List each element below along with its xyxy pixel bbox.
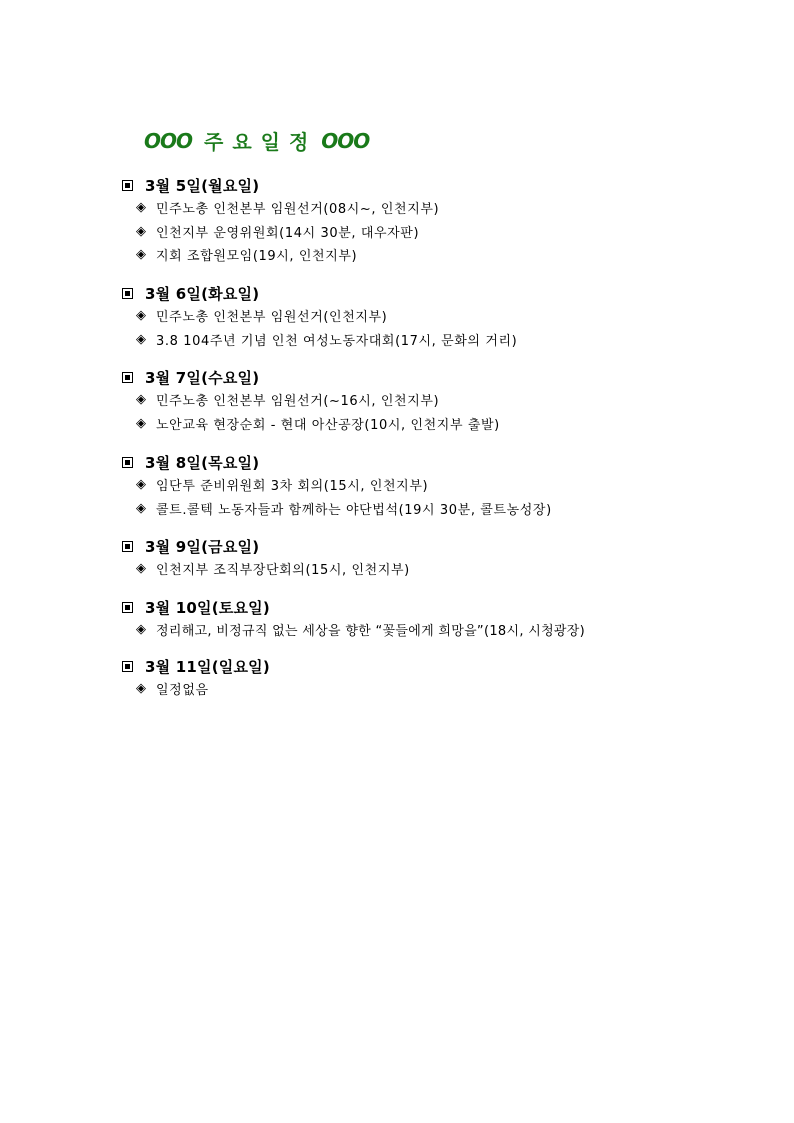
day-header bbox=[120, 451, 740, 473]
list-item bbox=[120, 388, 740, 412]
day-label: 3월 11일(일요일) bbox=[145, 657, 270, 676]
day-section bbox=[120, 596, 740, 642]
item-text: 노안교육 현장순회 - 현대 아산공장(10시, 인천지부 출발) bbox=[156, 417, 500, 433]
diamond-bullet-icon: ◈ bbox=[136, 622, 146, 638]
diamond-bullet-icon: ◈ bbox=[136, 500, 146, 516]
square-box-icon bbox=[122, 372, 133, 383]
day-section bbox=[120, 535, 740, 581]
list-item bbox=[120, 497, 740, 521]
list-item bbox=[120, 196, 740, 220]
list-item bbox=[120, 304, 740, 328]
list-item bbox=[120, 328, 740, 352]
square-box-icon bbox=[122, 661, 133, 672]
diamond-bullet-icon: ◈ bbox=[136, 477, 146, 493]
title-right-mark: OOO bbox=[321, 128, 370, 153]
diamond-bullet-icon: ◈ bbox=[136, 561, 146, 577]
day-header bbox=[120, 282, 740, 304]
item-text: 일정없음 bbox=[156, 683, 209, 699]
page-title bbox=[144, 126, 369, 155]
item-text: 인천지부 운영위원회(14시 30분, 대우자판) bbox=[156, 225, 420, 241]
item-text: 민주노총 인천본부 임원선거(~16시, 인천지부) bbox=[156, 394, 440, 410]
day-label: 3월 7일(수요일) bbox=[145, 368, 260, 387]
day-header bbox=[120, 174, 740, 196]
item-text: 콜트.콜텍 노동자들과 함께하는 야단법석(19시 30분, 콜트농성장) bbox=[156, 502, 552, 518]
diamond-bullet-icon: ◈ bbox=[136, 331, 146, 347]
square-box-icon bbox=[122, 457, 133, 468]
diamond-bullet-icon: ◈ bbox=[136, 223, 146, 239]
diamond-bullet-icon: ◈ bbox=[136, 247, 146, 263]
diamond-bullet-icon: ◈ bbox=[136, 681, 146, 697]
day-section bbox=[120, 174, 740, 267]
diamond-bullet-icon: ◈ bbox=[136, 392, 146, 408]
item-text: 인천지부 조직부장단회의(15시, 인천지부) bbox=[156, 563, 410, 579]
square-box-icon bbox=[122, 288, 133, 299]
diamond-bullet-icon: ◈ bbox=[136, 308, 146, 324]
list-item bbox=[120, 220, 740, 244]
day-section bbox=[120, 451, 740, 520]
list-item bbox=[120, 243, 740, 267]
list-item bbox=[120, 412, 740, 436]
day-label: 3월 9일(금요일) bbox=[145, 537, 260, 556]
item-text: 3.8 104주년 기념 인천 여성노동자대회(17시, 문화의 거리) bbox=[156, 333, 518, 349]
day-label: 3월 5일(월요일) bbox=[145, 176, 260, 195]
day-header bbox=[120, 535, 740, 557]
square-box-icon bbox=[122, 541, 133, 552]
list-item bbox=[120, 618, 740, 642]
item-text: 민주노총 인천본부 임원선거(08시~, 인천지부) bbox=[156, 202, 440, 218]
diamond-bullet-icon: ◈ bbox=[136, 415, 146, 431]
title-text: 주요일정 bbox=[204, 130, 318, 154]
list-item bbox=[120, 677, 740, 701]
day-section bbox=[120, 655, 740, 701]
day-section bbox=[120, 282, 740, 351]
list-item bbox=[120, 473, 740, 497]
item-text: 지회 조합원모임(19시, 인천지부) bbox=[156, 249, 358, 265]
day-header bbox=[120, 366, 740, 388]
diamond-bullet-icon: ◈ bbox=[136, 200, 146, 216]
item-text: 임단투 준비위원회 3차 회의(15시, 인천지부) bbox=[156, 479, 429, 495]
day-section bbox=[120, 366, 740, 435]
day-header bbox=[120, 596, 740, 618]
square-box-icon bbox=[122, 602, 133, 613]
day-label: 3월 8일(목요일) bbox=[145, 453, 260, 472]
title-left-mark: OOO bbox=[144, 128, 193, 153]
item-text: 정리해고, 비정규직 없는 세상을 향한 “꽃들에게 희망을”(18시, 시청광장) bbox=[156, 624, 586, 640]
day-label: 3월 10일(토요일) bbox=[145, 598, 270, 617]
day-header bbox=[120, 655, 740, 677]
day-label: 3월 6일(화요일) bbox=[145, 284, 260, 303]
square-box-icon bbox=[122, 180, 133, 191]
list-item bbox=[120, 557, 740, 581]
item-text: 민주노총 인천본부 임원선거(인천지부) bbox=[156, 310, 388, 326]
